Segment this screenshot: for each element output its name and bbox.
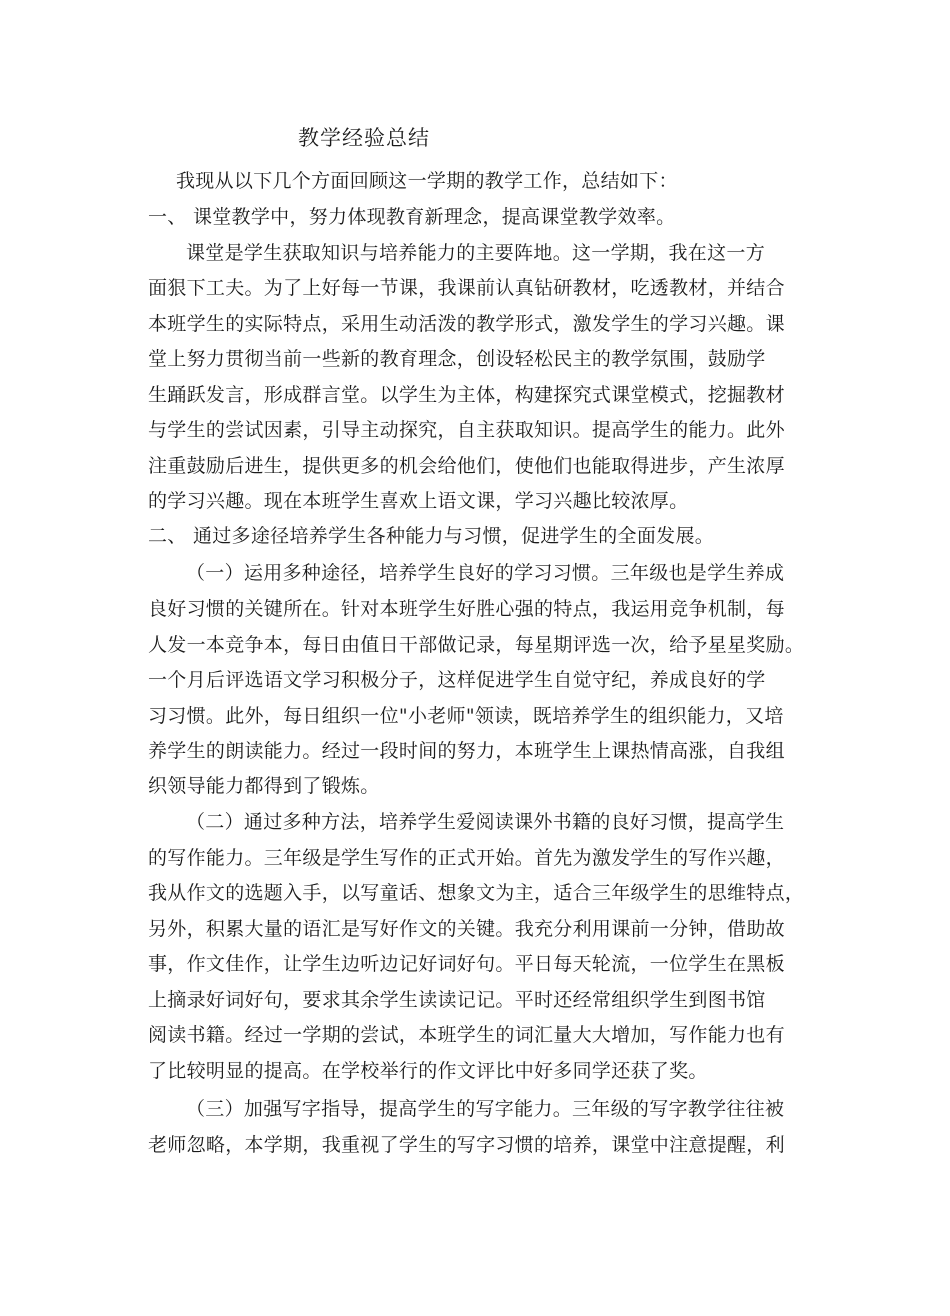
paragraph-line: 习习惯。此外，每日组织一位"小老师"领读，既培养学生的组织能力，又培 [148,705,784,727]
paragraph-line: 养学生的朗读能力。经过一段时间的努力，本班学生上课热情高涨，自我组 [148,740,785,762]
paragraph-line: 我从作文的选题入手，以写童话、想象文为主，适合三年级学生的思维特点， [148,882,805,904]
paragraph-line: 一个月后评选语文学习积极分子，这样促进学生自觉守纪，养成良好的学 [148,669,766,691]
paragraph-line: 阅读书籍。经过一学期的尝试，本班学生的词汇量大大增加，写作能力也有 [148,1024,785,1046]
document-title: 教学经验总结 [298,126,430,150]
paragraph-line: （二）通过多种方法，培养学生爱阅读课外书籍的良好习惯，提高学生 [186,811,785,833]
paragraph-line: （一）运用多种途径，培养学生良好的学习习惯。三年级也是学生养成 [186,562,785,584]
paragraph-line: 事，作文佳作，让学生边听边记好词好句。平日每天轮流，一位学生在黑板 [148,953,785,975]
paragraph-line: （三）加强写字指导，提高学生的写字能力。三年级的写字教学往往被 [186,1098,785,1120]
paragraph-line: 生踊跃发言，形成群言堂。以学生为主体，构建探究式课堂模式，挖掘教材 [148,384,785,406]
paragraph-line: 堂上努力贯彻当前一些新的教育理念，创设轻松民主的教学氛围，鼓励学 [148,348,766,370]
paragraph-line: 的写作能力。三年级是学生写作的正式开始。首先为激发学生的写作兴趣， [148,847,785,869]
paragraph-line: 织领导能力都得到了锻炼。 [148,775,380,797]
section-heading-2: 二、 通过多途径培养学生各种能力与习惯，促进学生的全面发展。 [148,525,715,547]
paragraph-line: 注重鼓励后进生，提供更多的机会给他们，使他们也能取得进步，产生浓厚 [148,455,785,477]
paragraph-line: 与学生的尝试因素，引导主动探究，自主获取知识。提高学生的能力。此外 [148,419,785,441]
paragraph-line: 面狠下工夫。为了上好每一节课，我课前认真钻研教材，吃透教材，并结合 [148,277,785,299]
paragraph-line: 良好习惯的关键所在。针对本班学生好胜心强的特点，我运用竞争机制，每 [148,598,785,620]
paragraph-line: 了比较明显的提高。在学校举行的作文评比中好多同学还获了奖。 [148,1060,708,1082]
paragraph-line: 另外，积累大量的语汇是写好作文的关键。我充分利用课前一分钟，借助故 [148,918,785,940]
intro-line: 我现从以下几个方面回顾这一学期的教学工作，总结如下： [176,170,678,192]
paragraph-line: 本班学生的实际特点，采用生动活泼的教学形式，激发学生的学习兴趣。课 [148,313,785,335]
paragraph-line: 的学习兴趣。现在本班学生喜欢上语文课，学习兴趣比较浓厚。 [148,490,689,512]
paragraph-line: 人发一本竞争本，每日由值日干部做记录，每星期评选一次，给予星星奖励。 [148,634,805,656]
section-heading-1: 一、 课堂教学中，努力体现教育新理念，提高课堂教学效率。 [148,206,676,228]
paragraph-line: 上摘录好词好句，要求其余学生读读记记。平时还经常组织学生到图书馆 [148,989,766,1011]
paragraph-line: 课堂是学生获取知识与培养能力的主要阵地。这一学期，我在这一方 [186,242,766,264]
paragraph-line: 老师忽略，本学期，我重视了学生的写字习惯的培养，课堂中注意提醒，利 [148,1134,785,1156]
